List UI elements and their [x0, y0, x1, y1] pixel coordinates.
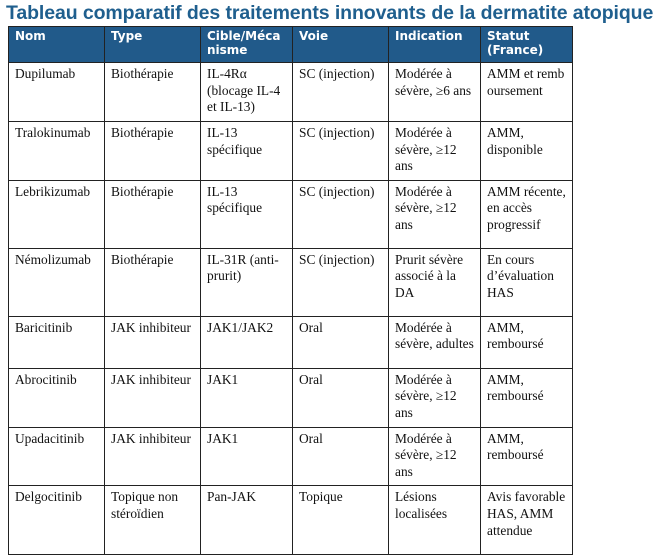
cell-cible: IL-13 spécifique	[201, 180, 293, 248]
cell-type: Topique non stéroïdien	[105, 486, 201, 555]
cell-cible: JAK1	[201, 368, 293, 427]
cell-statut: AMM récente, en accès progressif	[481, 180, 573, 248]
cell-nom: Baricitinib	[9, 316, 105, 368]
cell-type: Biothérapie	[105, 248, 201, 316]
cell-voie: SC (injection)	[293, 122, 389, 181]
cell-statut: AMM, remboursé	[481, 316, 573, 368]
col-header-indication: Indication	[389, 27, 481, 63]
cell-voie: SC (injection)	[293, 248, 389, 316]
cell-statut: Avis favorable HAS, AMM attendue	[481, 486, 573, 555]
cell-nom: Lebrikizumab	[9, 180, 105, 248]
cell-statut: AMM et remboursement	[481, 63, 573, 122]
header-row	[9, 27, 573, 63]
cell-cible: Pan-JAK	[201, 486, 293, 555]
col-header-voie: Voie	[293, 27, 389, 63]
table-row	[9, 486, 573, 555]
cell-statut: En cours d’évaluation HAS	[481, 248, 573, 316]
cell-nom: Némolizumab	[9, 248, 105, 316]
cell-cible: JAK1/JAK2	[201, 316, 293, 368]
cell-voie: Oral	[293, 368, 389, 427]
cell-nom: Delgocitinib	[9, 486, 105, 555]
table-row	[9, 427, 573, 486]
cell-statut: AMM, remboursé	[481, 427, 573, 486]
cell-voie: Topique	[293, 486, 389, 555]
cell-voie: SC (injection)	[293, 63, 389, 122]
cell-type: JAK inhibiteur	[105, 316, 201, 368]
cell-indication: Modérée à sévère, adultes	[389, 316, 481, 368]
cell-nom: Abrocitinib	[9, 368, 105, 427]
table-title: Tableau comparatif des traitements innovants de la dermatite atopique	[6, 2, 653, 24]
cell-indication: Prurit sévère associé à la DA	[389, 248, 481, 316]
cell-voie: SC (injection)	[293, 180, 389, 248]
cell-indication: Modérée à sévère, ≥12 ans	[389, 368, 481, 427]
col-header-nom: Nom	[9, 27, 105, 63]
col-header-type: Type	[105, 27, 201, 63]
cell-type: JAK inhibiteur	[105, 427, 201, 486]
table-row	[9, 122, 573, 181]
table-row	[9, 248, 573, 316]
table-row	[9, 316, 573, 368]
col-header-cible: Cible/Méca nisme	[201, 27, 293, 63]
table-row	[9, 63, 573, 122]
cell-statut: AMM, remboursé	[481, 368, 573, 427]
col-header-statut: Statut (France)	[481, 27, 573, 63]
comparison-table	[8, 26, 573, 555]
cell-indication: Modérée à sévère, ≥12 ans	[389, 122, 481, 181]
cell-nom: Tralokinumab	[9, 122, 105, 181]
cell-cible: IL-4Rα (blocage IL-4 et IL-13)	[201, 63, 293, 122]
cell-type: Biothérapie	[105, 63, 201, 122]
cell-type: Biothérapie	[105, 180, 201, 248]
cell-nom: Upadacitinib	[9, 427, 105, 486]
cell-cible: IL-31R (anti-prurit)	[201, 248, 293, 316]
cell-type: Biothérapie	[105, 122, 201, 181]
cell-statut: AMM, disponible	[481, 122, 573, 181]
cell-nom: Dupilumab	[9, 63, 105, 122]
cell-indication: Modérée à sévère, ≥12 ans	[389, 427, 481, 486]
table-row	[9, 368, 573, 427]
cell-voie: Oral	[293, 316, 389, 368]
cell-indication: Lésions localisées	[389, 486, 481, 555]
cell-cible: IL-13 spécifique	[201, 122, 293, 181]
cell-type: JAK inhibiteur	[105, 368, 201, 427]
cell-cible: JAK1	[201, 427, 293, 486]
cell-voie: Oral	[293, 427, 389, 486]
cell-indication: Modérée à sévère, ≥6 ans	[389, 63, 481, 122]
table-row	[9, 180, 573, 248]
cell-indication: Modérée à sévère, ≥12 ans	[389, 180, 481, 248]
